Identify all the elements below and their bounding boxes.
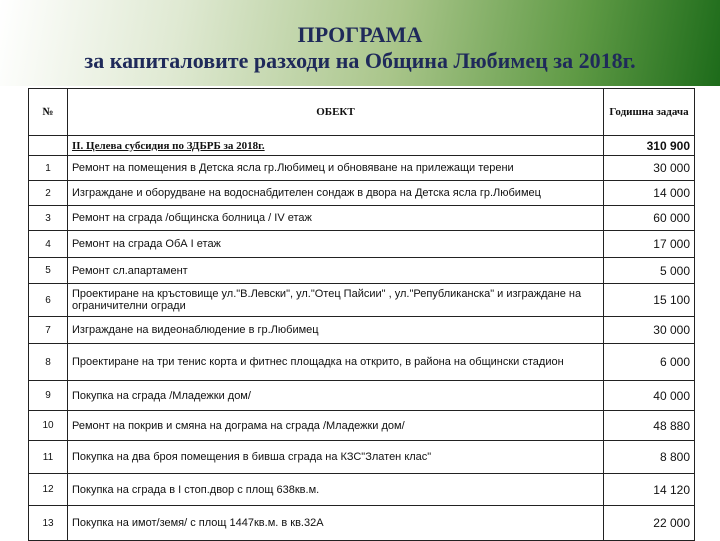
row-object: Ремонт сл.апартамент: [68, 258, 604, 284]
row-object: Ремонт на сграда /общинска болница / IV етаж: [68, 206, 604, 231]
row-number: 5: [29, 258, 68, 284]
section-total: 310 900: [604, 136, 695, 156]
row-number: 11: [29, 441, 68, 474]
row-value: 15 100: [604, 284, 695, 317]
row-number: 6: [29, 284, 68, 317]
page-title: ПРОГРАМА: [297, 22, 423, 47]
row-number: 3: [29, 206, 68, 231]
row-number: 13: [29, 506, 68, 541]
row-object: Покупка на два броя помещения в бивша сграда на КЗС"Златен клас": [68, 441, 604, 474]
row-number: 9: [29, 381, 68, 411]
row-number: 4: [29, 231, 68, 258]
table-row: [29, 474, 695, 506]
row-number: 10: [29, 411, 68, 441]
row-object: Проектиране на кръстовище ул."В.Левски", ул."Отец Пайсии" , ул."Републиканска" и изграждане на ограничителни огради: [68, 284, 604, 317]
row-number: 7: [29, 317, 68, 344]
header-row: [29, 89, 695, 136]
header-annual: Годишна задача: [604, 89, 695, 136]
header-num: №: [29, 89, 68, 136]
row-number: 2: [29, 181, 68, 206]
row-value: 17 000: [604, 231, 695, 258]
row-object: Изграждане на видеонаблюдение в гр.Любимец: [68, 317, 604, 344]
row-object: Ремонт на помещения в Детска ясла гр.Любимец и обновяване на прилежащи терени: [68, 156, 604, 181]
row-object: Покупка на сграда /Младежки дом/: [68, 381, 604, 411]
table-row: [29, 181, 695, 206]
table-row: [29, 506, 695, 541]
capital-expenses-table: [28, 88, 695, 541]
row-object: Изграждане и оборудване на водоснабдителен сондаж в двора на Детска ясла гр.Любимец: [68, 181, 604, 206]
row-value: 14 120: [604, 474, 695, 506]
row-value: 22 000: [604, 506, 695, 541]
table-row: [29, 284, 695, 317]
table-row: [29, 206, 695, 231]
row-value: 14 000: [604, 181, 695, 206]
row-number: 12: [29, 474, 68, 506]
section-row: [29, 136, 695, 156]
row-value: 30 000: [604, 317, 695, 344]
row-value: 40 000: [604, 381, 695, 411]
table-row: [29, 231, 695, 258]
row-number: 8: [29, 344, 68, 381]
row-object: Покупка на имот/земя/ с площ 1447кв.м. в кв.32А: [68, 506, 604, 541]
section-num: [29, 136, 68, 156]
row-value: 8 800: [604, 441, 695, 474]
table-row: [29, 156, 695, 181]
table-row: [29, 344, 695, 381]
section-label: II. Целева субсидия по ЗДБРБ за 2018г.: [68, 136, 604, 156]
page-subtitle: за капиталовите разходи на Община Любимец за 2018г.: [84, 48, 636, 73]
table-row: [29, 317, 695, 344]
table-row: [29, 411, 695, 441]
row-object: Покупка на сграда в I стоп.двор с площ 638кв.м.: [68, 474, 604, 506]
row-object: Ремонт на покрив и смяна на дограма на сграда /Младежки дом/: [68, 411, 604, 441]
table-row: [29, 381, 695, 411]
row-value: 30 000: [604, 156, 695, 181]
row-value: 60 000: [604, 206, 695, 231]
row-object: Проектиране на три тенис корта и фитнес площадка на открито, в района на общински стадион: [68, 344, 604, 381]
table-row: [29, 441, 695, 474]
row-value: 5 000: [604, 258, 695, 284]
row-object: Ремонт на сграда ОбА I етаж: [68, 231, 604, 258]
row-number: 1: [29, 156, 68, 181]
table-row: [29, 258, 695, 284]
row-value: 48 880: [604, 411, 695, 441]
header-object: ОБЕКТ: [68, 89, 604, 136]
row-value: 6 000: [604, 344, 695, 381]
